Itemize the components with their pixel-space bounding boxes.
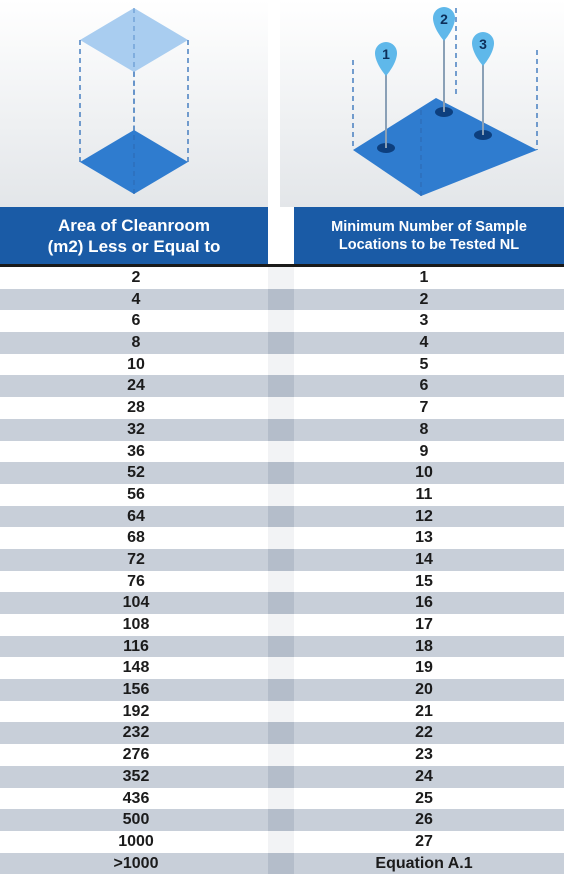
column-divider <box>268 636 294 658</box>
area-cell: 192 <box>122 702 150 720</box>
table-row <box>0 527 564 549</box>
table-row <box>0 419 564 441</box>
pin-1-icon <box>375 42 397 76</box>
locations-cell: 11 <box>415 485 433 503</box>
column-divider <box>268 441 294 463</box>
illustration-area <box>0 0 564 207</box>
column-divider <box>268 267 294 289</box>
area-cell: 500 <box>122 811 150 829</box>
column-divider <box>268 375 294 397</box>
locations-cell: 24 <box>415 767 433 785</box>
locations-cell: 20 <box>415 681 433 699</box>
area-cell: 436 <box>122 789 150 807</box>
header-locations-column <box>294 207 564 264</box>
table-row <box>0 614 564 636</box>
column-divider <box>268 679 294 701</box>
column-divider <box>268 484 294 506</box>
locations-cell: 14 <box>415 550 433 568</box>
table-row <box>0 701 564 723</box>
area-cell: 24 <box>127 377 145 395</box>
table-row <box>0 571 564 593</box>
column-divider <box>268 701 294 723</box>
sample-locations-table <box>0 264 564 874</box>
locations-cell: 5 <box>419 355 429 373</box>
header-area-label: Area of Cleanroom (m2) Less or Equal to <box>47 215 221 256</box>
locations-cell: 19 <box>415 659 433 677</box>
locations-cell: 17 <box>415 616 433 633</box>
area-cell: 6 <box>131 312 141 330</box>
locations-cell: 12 <box>415 507 433 525</box>
area-cell: 52 <box>127 464 145 482</box>
column-divider <box>268 744 294 766</box>
locations-cell: 13 <box>415 529 433 547</box>
locations-cell: 21 <box>415 702 433 720</box>
locations-cell: 25 <box>415 789 433 807</box>
area-cell: 76 <box>127 572 145 590</box>
area-cell: 64 <box>127 507 145 525</box>
table-row <box>0 744 564 766</box>
area-cell: 28 <box>127 399 145 417</box>
column-divider <box>268 809 294 831</box>
area-cell: 116 <box>123 637 149 655</box>
table-row <box>0 636 564 658</box>
table-row <box>0 788 564 810</box>
table-row <box>0 397 564 419</box>
column-divider <box>268 289 294 311</box>
locations-cell: 18 <box>415 637 433 655</box>
column-divider <box>268 397 294 419</box>
pin-2-icon <box>433 7 455 41</box>
area-cell: 36 <box>127 442 145 460</box>
table-row <box>0 332 564 354</box>
locations-cell: 23 <box>415 746 433 764</box>
column-divider <box>268 549 294 571</box>
area-cell: 2 <box>131 269 141 286</box>
table-row <box>0 484 564 506</box>
pin-3-label: 3 <box>479 36 487 52</box>
area-cell: 276 <box>122 746 150 764</box>
pin-2-label: 2 <box>440 11 448 27</box>
column-divider <box>268 722 294 744</box>
column-divider <box>268 354 294 376</box>
column-divider <box>268 571 294 593</box>
column-divider <box>268 831 294 853</box>
pin-3-icon <box>472 32 494 66</box>
table-row <box>0 592 564 614</box>
area-cell: 104 <box>122 594 150 612</box>
column-divider <box>268 310 294 332</box>
column-divider <box>268 657 294 679</box>
table-row <box>0 657 564 679</box>
locations-cell: Equation A.1 <box>375 854 473 872</box>
column-divider <box>268 332 294 354</box>
table-row <box>0 289 564 311</box>
area-cell: 8 <box>131 334 141 352</box>
table-row <box>0 853 564 874</box>
header-area-column <box>0 207 268 264</box>
table-row <box>0 549 564 571</box>
column-divider <box>268 462 294 484</box>
table-row <box>0 506 564 528</box>
locations-cell: 27 <box>415 832 433 850</box>
pin-1-label: 1 <box>382 46 390 62</box>
table-row <box>0 831 564 853</box>
area-cell: >1000 <box>113 854 159 872</box>
locations-cell: 8 <box>419 420 429 438</box>
locations-cell: 10 <box>415 464 433 482</box>
cleanroom-illustration <box>0 0 564 207</box>
locations-cell: 6 <box>419 377 429 395</box>
table-row <box>0 267 564 289</box>
area-cell: 156 <box>122 681 150 699</box>
locations-cell: 7 <box>419 399 429 417</box>
area-cell: 68 <box>127 529 145 547</box>
column-divider <box>268 853 294 874</box>
locations-cell: 2 <box>419 290 429 308</box>
locations-cell: 26 <box>415 811 433 829</box>
locations-cell: 4 <box>419 334 429 352</box>
table-row <box>0 354 564 376</box>
locations-cell: 1 <box>419 269 429 286</box>
header-locations-label: Minimum Number of Sample Locations to be Tested NL <box>331 218 527 253</box>
area-cell: 56 <box>127 485 145 503</box>
locations-cell: 22 <box>415 724 433 742</box>
locations-cell: 16 <box>415 594 433 612</box>
column-divider <box>268 592 294 614</box>
area-cell: 1000 <box>118 832 154 850</box>
table-row <box>0 722 564 744</box>
cleanroom-volume-diagram <box>80 8 188 194</box>
table-row <box>0 310 564 332</box>
locations-cell: 15 <box>415 572 433 590</box>
area-cell: 72 <box>127 550 145 568</box>
table-row <box>0 809 564 831</box>
sample-location-diagram <box>353 7 537 196</box>
table-row <box>0 441 564 463</box>
column-divider <box>268 614 294 636</box>
area-cell: 4 <box>131 290 141 308</box>
table-row <box>0 375 564 397</box>
table-row <box>0 462 564 484</box>
area-cell: 108 <box>122 616 150 633</box>
area-cell: 32 <box>127 420 145 438</box>
area-cell: 148 <box>122 659 150 677</box>
column-divider <box>268 527 294 549</box>
table-row <box>0 679 564 701</box>
column-divider <box>268 506 294 528</box>
column-divider <box>268 788 294 810</box>
area-cell: 352 <box>122 767 150 785</box>
table-row <box>0 766 564 788</box>
locations-cell: 9 <box>419 442 429 460</box>
column-divider <box>268 766 294 788</box>
area-cell: 10 <box>127 355 145 373</box>
column-divider <box>268 419 294 441</box>
locations-cell: 3 <box>419 312 429 330</box>
area-cell: 232 <box>122 724 150 742</box>
